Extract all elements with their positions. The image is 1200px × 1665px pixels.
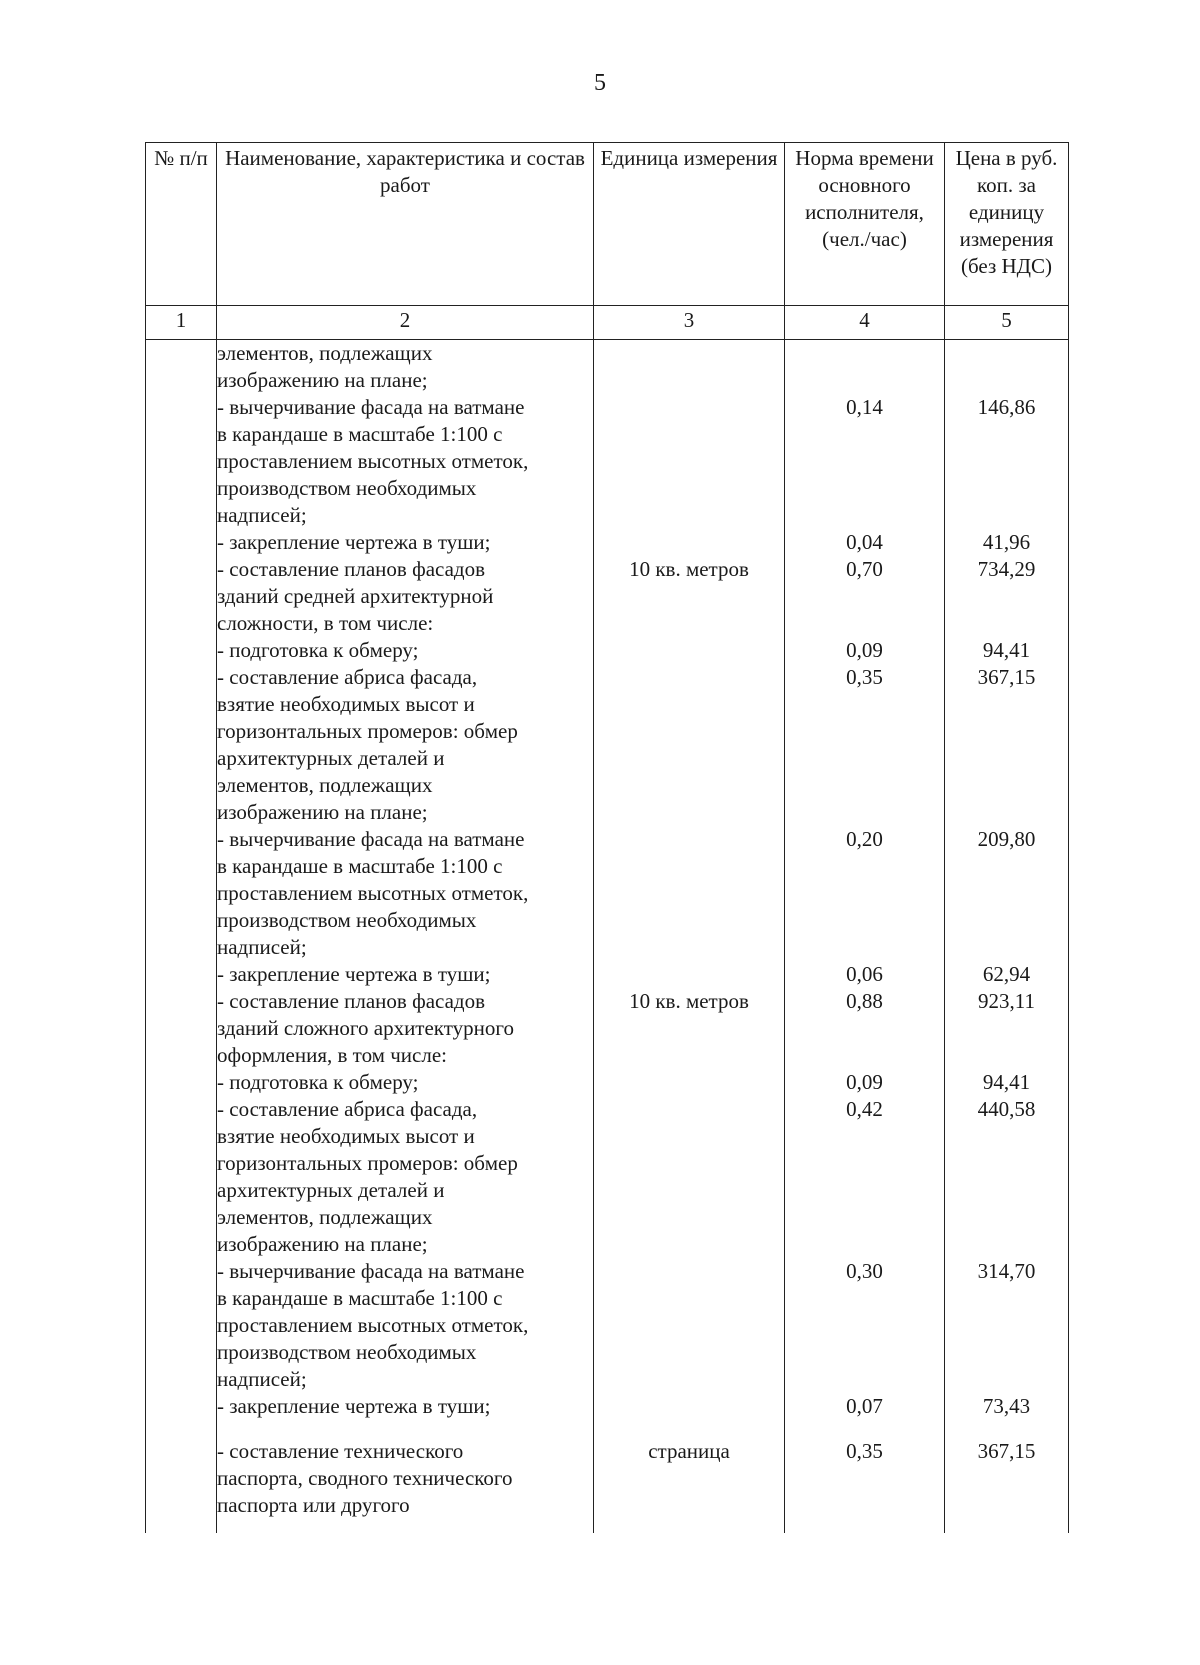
unit-value: 10 кв. метров <box>629 989 749 1013</box>
work-description-line: оформления, в том числе: <box>217 1043 447 1067</box>
work-description-line: надписей; <box>217 1367 307 1391</box>
blank-line <box>945 1231 1068 1258</box>
work-description-line: - составление абриса фасада, <box>217 665 478 689</box>
blank-line <box>945 502 1068 529</box>
blank-line <box>945 1366 1068 1393</box>
blank-line <box>594 799 784 826</box>
work-description-line: - вычерчивание фасада на ватмане <box>217 827 525 851</box>
unit-value: страница <box>648 1439 730 1463</box>
header-number: № п/п <box>146 143 217 306</box>
price-value: 367,15 <box>977 1439 1036 1463</box>
time-norm-value <box>785 340 944 367</box>
time-norm-value: 0,30 <box>846 1259 883 1283</box>
unit-value <box>594 664 784 691</box>
blank-line <box>594 610 784 637</box>
unit-value <box>594 394 784 421</box>
unit-value <box>594 961 784 988</box>
blank-line <box>594 1204 784 1231</box>
blank-line <box>594 448 784 475</box>
blank-line <box>785 1042 944 1069</box>
time-norm-value: 0,14 <box>846 395 883 419</box>
time-norm-value: 0,04 <box>846 530 883 554</box>
work-description-line: горизонтальных промеров: обмер <box>217 1151 518 1175</box>
blank-line <box>785 1150 944 1177</box>
blank-line <box>785 745 944 772</box>
time-norm-value: 0,20 <box>846 827 883 851</box>
blank-line <box>945 1042 1068 1069</box>
blank-line <box>785 880 944 907</box>
work-description-line: паспорта, сводного технического <box>217 1466 513 1490</box>
blank-line <box>945 448 1068 475</box>
blank-line <box>945 475 1068 502</box>
blank-line <box>594 367 784 394</box>
work-description-line: - вычерчивание фасада на ватмане <box>217 1259 525 1283</box>
blank-line <box>785 1231 944 1258</box>
work-description-line: производством необходимых <box>217 908 477 932</box>
blank-line <box>945 745 1068 772</box>
work-description-line: проставлением высотных отметок, <box>217 881 529 905</box>
blank-line <box>785 1285 944 1312</box>
blank-line <box>594 691 784 718</box>
work-description-line: проставлением высотных отметок, <box>217 1313 529 1337</box>
blank-line <box>594 1465 784 1492</box>
page-number: 5 <box>594 70 606 96</box>
work-description-line: элементов, подлежащих <box>217 341 433 365</box>
time-norm-value: 0,09 <box>846 1070 883 1094</box>
work-description-line: - закрепление чертежа в туши; <box>217 530 491 554</box>
column-number: 1 <box>146 306 217 340</box>
blank-line <box>945 1015 1068 1042</box>
blank-line <box>594 772 784 799</box>
price-value: 734,29 <box>977 557 1036 581</box>
work-description-line: в карандаше в масштабе 1:100 с <box>217 422 503 446</box>
blank-line <box>945 1312 1068 1339</box>
work-description-line: сложности, в том числе: <box>217 611 434 635</box>
table-body-row <box>146 340 1069 1534</box>
blank-line <box>594 880 784 907</box>
blank-line <box>945 421 1068 448</box>
column-number: 4 <box>785 306 945 340</box>
number-cell <box>146 340 217 1534</box>
work-description-line: надписей; <box>217 503 307 527</box>
blank-line <box>945 1285 1068 1312</box>
price-value: 209,80 <box>977 827 1036 851</box>
blank-line <box>945 583 1068 610</box>
blank-line <box>785 1204 944 1231</box>
price-cell <box>945 340 1069 1534</box>
blank-line <box>945 367 1068 394</box>
blank-line <box>594 1015 784 1042</box>
blank-line <box>785 1123 944 1150</box>
blank-line <box>785 1015 944 1042</box>
work-description-cell <box>217 340 594 1534</box>
blank-line <box>785 691 944 718</box>
blank-line <box>594 1231 784 1258</box>
work-description-line: в карандаше в масштабе 1:100 с <box>217 854 503 878</box>
blank-line <box>785 367 944 394</box>
blank-line <box>785 448 944 475</box>
work-description-line: элементов, подлежащих <box>217 773 433 797</box>
price-value: 94,41 <box>982 1070 1031 1094</box>
table-header-row <box>146 143 1069 306</box>
price-value: 94,41 <box>982 638 1031 662</box>
blank-line <box>785 583 944 610</box>
blank-line <box>945 610 1068 637</box>
column-numbers-row <box>146 306 1069 340</box>
blank-line <box>785 934 944 961</box>
blank-line <box>945 718 1068 745</box>
work-description-line: - подготовка к обмеру; <box>217 638 419 662</box>
time-norm-value: 0,42 <box>846 1097 883 1121</box>
unit-value <box>594 637 784 664</box>
blank-line <box>945 772 1068 799</box>
price-value: 146,86 <box>977 395 1036 419</box>
work-description-line: - составление планов фасадов <box>217 557 486 581</box>
blank-line <box>785 718 944 745</box>
work-description-line: - закрепление чертежа в туши; <box>217 1394 491 1418</box>
blank-line <box>594 1492 784 1519</box>
blank-line <box>785 1312 944 1339</box>
blank-line <box>594 1123 784 1150</box>
blank-line <box>594 1150 784 1177</box>
blank-line <box>594 583 784 610</box>
blank-line <box>945 1177 1068 1204</box>
blank-line <box>785 1492 944 1519</box>
blank-line <box>945 880 1068 907</box>
work-description-line: зданий средней архитектурной <box>217 584 494 608</box>
header-time-norm: Норма времени основного исполнителя, (чел./час) <box>785 143 945 306</box>
work-description-line: изображению на плане; <box>217 368 428 392</box>
blank-line <box>785 853 944 880</box>
work-description-line: зданий сложного архитектурного <box>217 1016 514 1040</box>
row-gap <box>217 1420 593 1438</box>
blank-line <box>785 610 944 637</box>
blank-line <box>945 934 1068 961</box>
blank-line <box>785 1465 944 1492</box>
work-description-line: - вычерчивание фасада на ватмане <box>217 395 525 419</box>
blank-line <box>945 1465 1068 1492</box>
work-description-line: архитектурных деталей и <box>217 746 445 770</box>
work-description-line: - составление технического <box>217 1439 464 1463</box>
blank-line <box>594 934 784 961</box>
unit-value <box>594 529 784 556</box>
time-norm-value: 0,06 <box>846 962 883 986</box>
work-description-line: изображению на плане; <box>217 1232 428 1256</box>
blank-line <box>594 502 784 529</box>
price-value <box>945 340 1068 367</box>
price-value: 923,11 <box>978 989 1035 1013</box>
blank-line <box>785 475 944 502</box>
time-norm-cell <box>785 340 945 1534</box>
price-value: 73,43 <box>982 1394 1031 1418</box>
work-description-line: взятие необходимых высот и <box>217 692 475 716</box>
work-description-line: проставлением высотных отметок, <box>217 449 529 473</box>
price-value: 314,70 <box>977 1259 1036 1283</box>
blank-line <box>945 1492 1068 1519</box>
work-description-line: - составление абриса фасада, <box>217 1097 478 1121</box>
work-description-line: - составление планов фасадов <box>217 989 486 1013</box>
unit-value <box>594 1393 784 1420</box>
blank-line <box>594 1285 784 1312</box>
row-gap <box>785 1420 944 1438</box>
row-gap <box>594 1420 784 1438</box>
work-description-line: изображению на плане; <box>217 800 428 824</box>
work-description-line: - подготовка к обмеру; <box>217 1070 419 1094</box>
price-value: 367,15 <box>977 665 1036 689</box>
blank-line <box>945 1123 1068 1150</box>
work-description-line: в карандаше в масштабе 1:100 с <box>217 1286 503 1310</box>
blank-line <box>945 1339 1068 1366</box>
row-gap <box>945 1420 1068 1438</box>
unit-value <box>594 1258 784 1285</box>
column-number: 2 <box>217 306 594 340</box>
work-description-line: производством необходимых <box>217 1340 477 1364</box>
time-norm-value: 0,07 <box>846 1394 883 1418</box>
work-description-line: взятие необходимых высот и <box>217 1124 475 1148</box>
blank-line <box>785 799 944 826</box>
column-number: 5 <box>945 306 1069 340</box>
work-description-line: элементов, подлежащих <box>217 1205 433 1229</box>
blank-line <box>785 907 944 934</box>
work-description-line: архитектурных деталей и <box>217 1178 445 1202</box>
blank-line <box>594 718 784 745</box>
unit-value: 10 кв. метров <box>629 557 749 581</box>
blank-line <box>945 691 1068 718</box>
work-description-line: - закрепление чертежа в туши; <box>217 962 491 986</box>
blank-line <box>785 1366 944 1393</box>
blank-line <box>594 1042 784 1069</box>
time-norm-value: 0,35 <box>846 1439 883 1463</box>
unit-cell <box>594 340 785 1534</box>
blank-line <box>945 853 1068 880</box>
blank-line <box>785 772 944 799</box>
blank-line <box>594 1312 784 1339</box>
blank-line <box>594 1339 784 1366</box>
blank-line <box>594 1177 784 1204</box>
blank-line <box>594 421 784 448</box>
blank-line <box>594 1366 784 1393</box>
work-description-line: производством необходимых <box>217 476 477 500</box>
blank-line <box>945 907 1068 934</box>
header-unit: Единица измерения <box>594 143 785 306</box>
blank-line <box>785 502 944 529</box>
work-description-line: горизонтальных промеров: обмер <box>217 719 518 743</box>
time-norm-value: 0,70 <box>846 557 883 581</box>
price-value: 41,96 <box>982 530 1031 554</box>
time-norm-value: 0,09 <box>846 638 883 662</box>
blank-line <box>785 421 944 448</box>
blank-line <box>945 799 1068 826</box>
header-work-description: Наименование, характеристика и состав работ <box>217 143 594 306</box>
blank-line <box>945 1204 1068 1231</box>
time-norm-value: 0,88 <box>846 989 883 1013</box>
blank-line <box>594 907 784 934</box>
header-price: Цена в руб. коп. за единицу измерения (без НДС) <box>945 143 1069 306</box>
blank-line <box>945 1150 1068 1177</box>
price-table <box>145 142 1069 1533</box>
blank-line <box>785 1339 944 1366</box>
column-number: 3 <box>594 306 785 340</box>
time-norm-value: 0,35 <box>846 665 883 689</box>
blank-line <box>594 853 784 880</box>
work-description-line: надписей; <box>217 935 307 959</box>
blank-line <box>594 745 784 772</box>
blank-line <box>785 1177 944 1204</box>
work-description-line: паспорта или другого <box>217 1493 410 1517</box>
unit-value <box>594 1096 784 1123</box>
unit-value <box>594 1069 784 1096</box>
price-value: 62,94 <box>982 962 1031 986</box>
price-value: 440,58 <box>977 1097 1036 1121</box>
unit-value <box>594 826 784 853</box>
unit-value <box>594 340 784 367</box>
blank-line <box>594 475 784 502</box>
